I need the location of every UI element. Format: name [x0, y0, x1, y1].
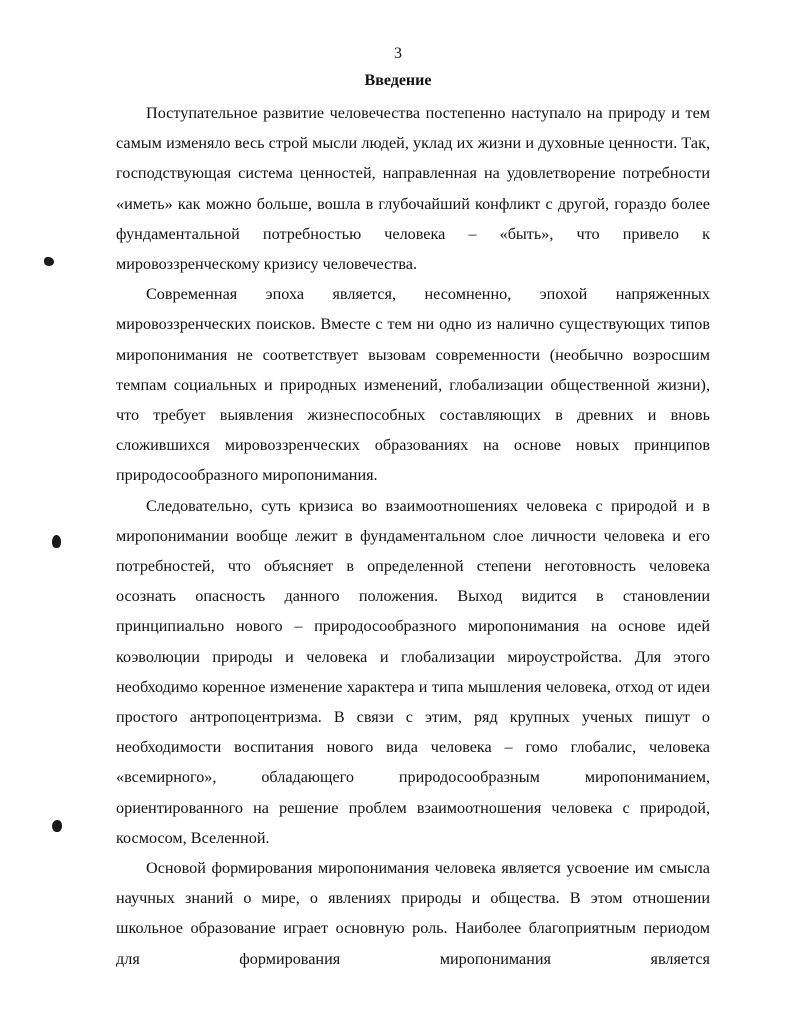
page-number: 3: [394, 45, 402, 62]
section-title: Введение: [364, 72, 432, 89]
paragraph-1: Поступательное развитие человечества постепенно наступало на природу и тем самым изменяло весь строй мысли людей, уклад их жизни и духовные ценности. Так, господствующая система ценностей, направленная на удовлетворение потребности «иметь» как можно больше, вошла в глубочайший конфликт с другой, гораздо более фундаментальной потребностью человека – «быть», что привело к мировоззренческому кризису человечества.: [116, 104, 710, 274]
margin-mark-icon: [44, 257, 54, 266]
paragraph-3: Следовательно, суть кризиса во взаимоотношениях человека с природой и в миропонимании вообще лежит в фундаментальном слое личности человека и его потребностей, что объясняет в определенной степени неготовность человека осознать опасность данного положения. Выход видится в становлении принципиально нового – природосообразного миропонимания на основе идей коэволюции природы и человека и глобализации мироустройства. Для этого необходимо коренное изменение характера и типа мышления человека, отход от идеи простого антропоцентризма. В связи с этим, ряд крупных ученых пишут о необходимости воспитания нового вида человека – гомо глобалис, человека «всемирного», обладающего природосообразным миропониманием, ориентированного на решение проблем взаимоотношения человека с природой, космосом, Вселенной.: [116, 496, 710, 847]
paragraph-2: Современная эпоха является, несомненно, эпохой напряженных мировоззренческих поисков. Вместе с тем ни одно из налично существующих типов миропонимания не соответствует вызовам современности (необычно возросшим темпам социальных и природных изменений, глобализации общественной жизни), что требует выявления жизнеспособных составляющих в древних и вновь сложившихся мировоззренческих образованиях на основе новых принципов природосообразного миропонимания.: [116, 285, 710, 485]
margin-mark-icon: [52, 820, 62, 832]
margin-mark-icon: [52, 535, 61, 548]
body-text: [116, 98, 710, 974]
paragraph-4: Основой формирования миропонимания человека является усвоение им смысла научных знаний о мире, о явлениях природы и общества. В этом отношении школьное образование играет основную роль. Наиболее благоприятным периодом для формирования миропонимания является: [116, 859, 710, 968]
